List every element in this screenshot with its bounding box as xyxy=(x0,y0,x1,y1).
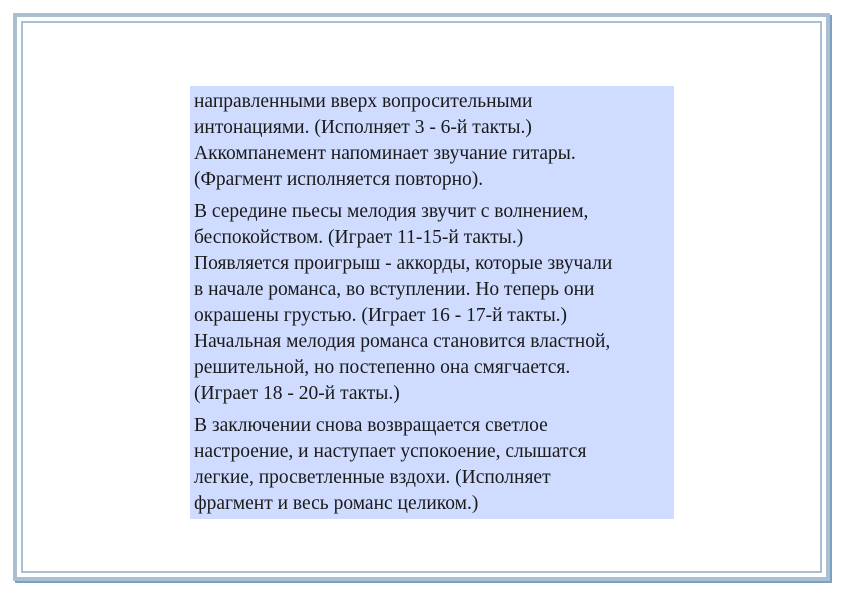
paragraph-middle: В середине пьесы мелодия звучит с волнением, беспокойством. (Играет 11-15-й такты.) Появляется проигрыш - аккорды, которые звучали в начале романса, во вступлении. Но теперь они окрашены грустью. (Играет 16 - 17-й такты.) Начальная мелодия романса становится властной, решительной, но постепенно она смягчается. (Играет 18 - 20-й такты.) xyxy=(194,201,613,404)
paragraph-intro: направленными вверх вопросительными интонациями. (Исполняет 3 - 6-й такты.) Аккомпанемент напоминает звучание гитары. (Фрагмент исполняется повторно). xyxy=(194,91,576,190)
paragraph-conclusion: В заключении снова возвращается светлое настроение, и наступает успокоение, слышатся легкие, просветленные вздохи. (Исполняет фрагмент и весь романс целиком.) xyxy=(194,415,587,514)
slide-text-box xyxy=(190,86,674,519)
